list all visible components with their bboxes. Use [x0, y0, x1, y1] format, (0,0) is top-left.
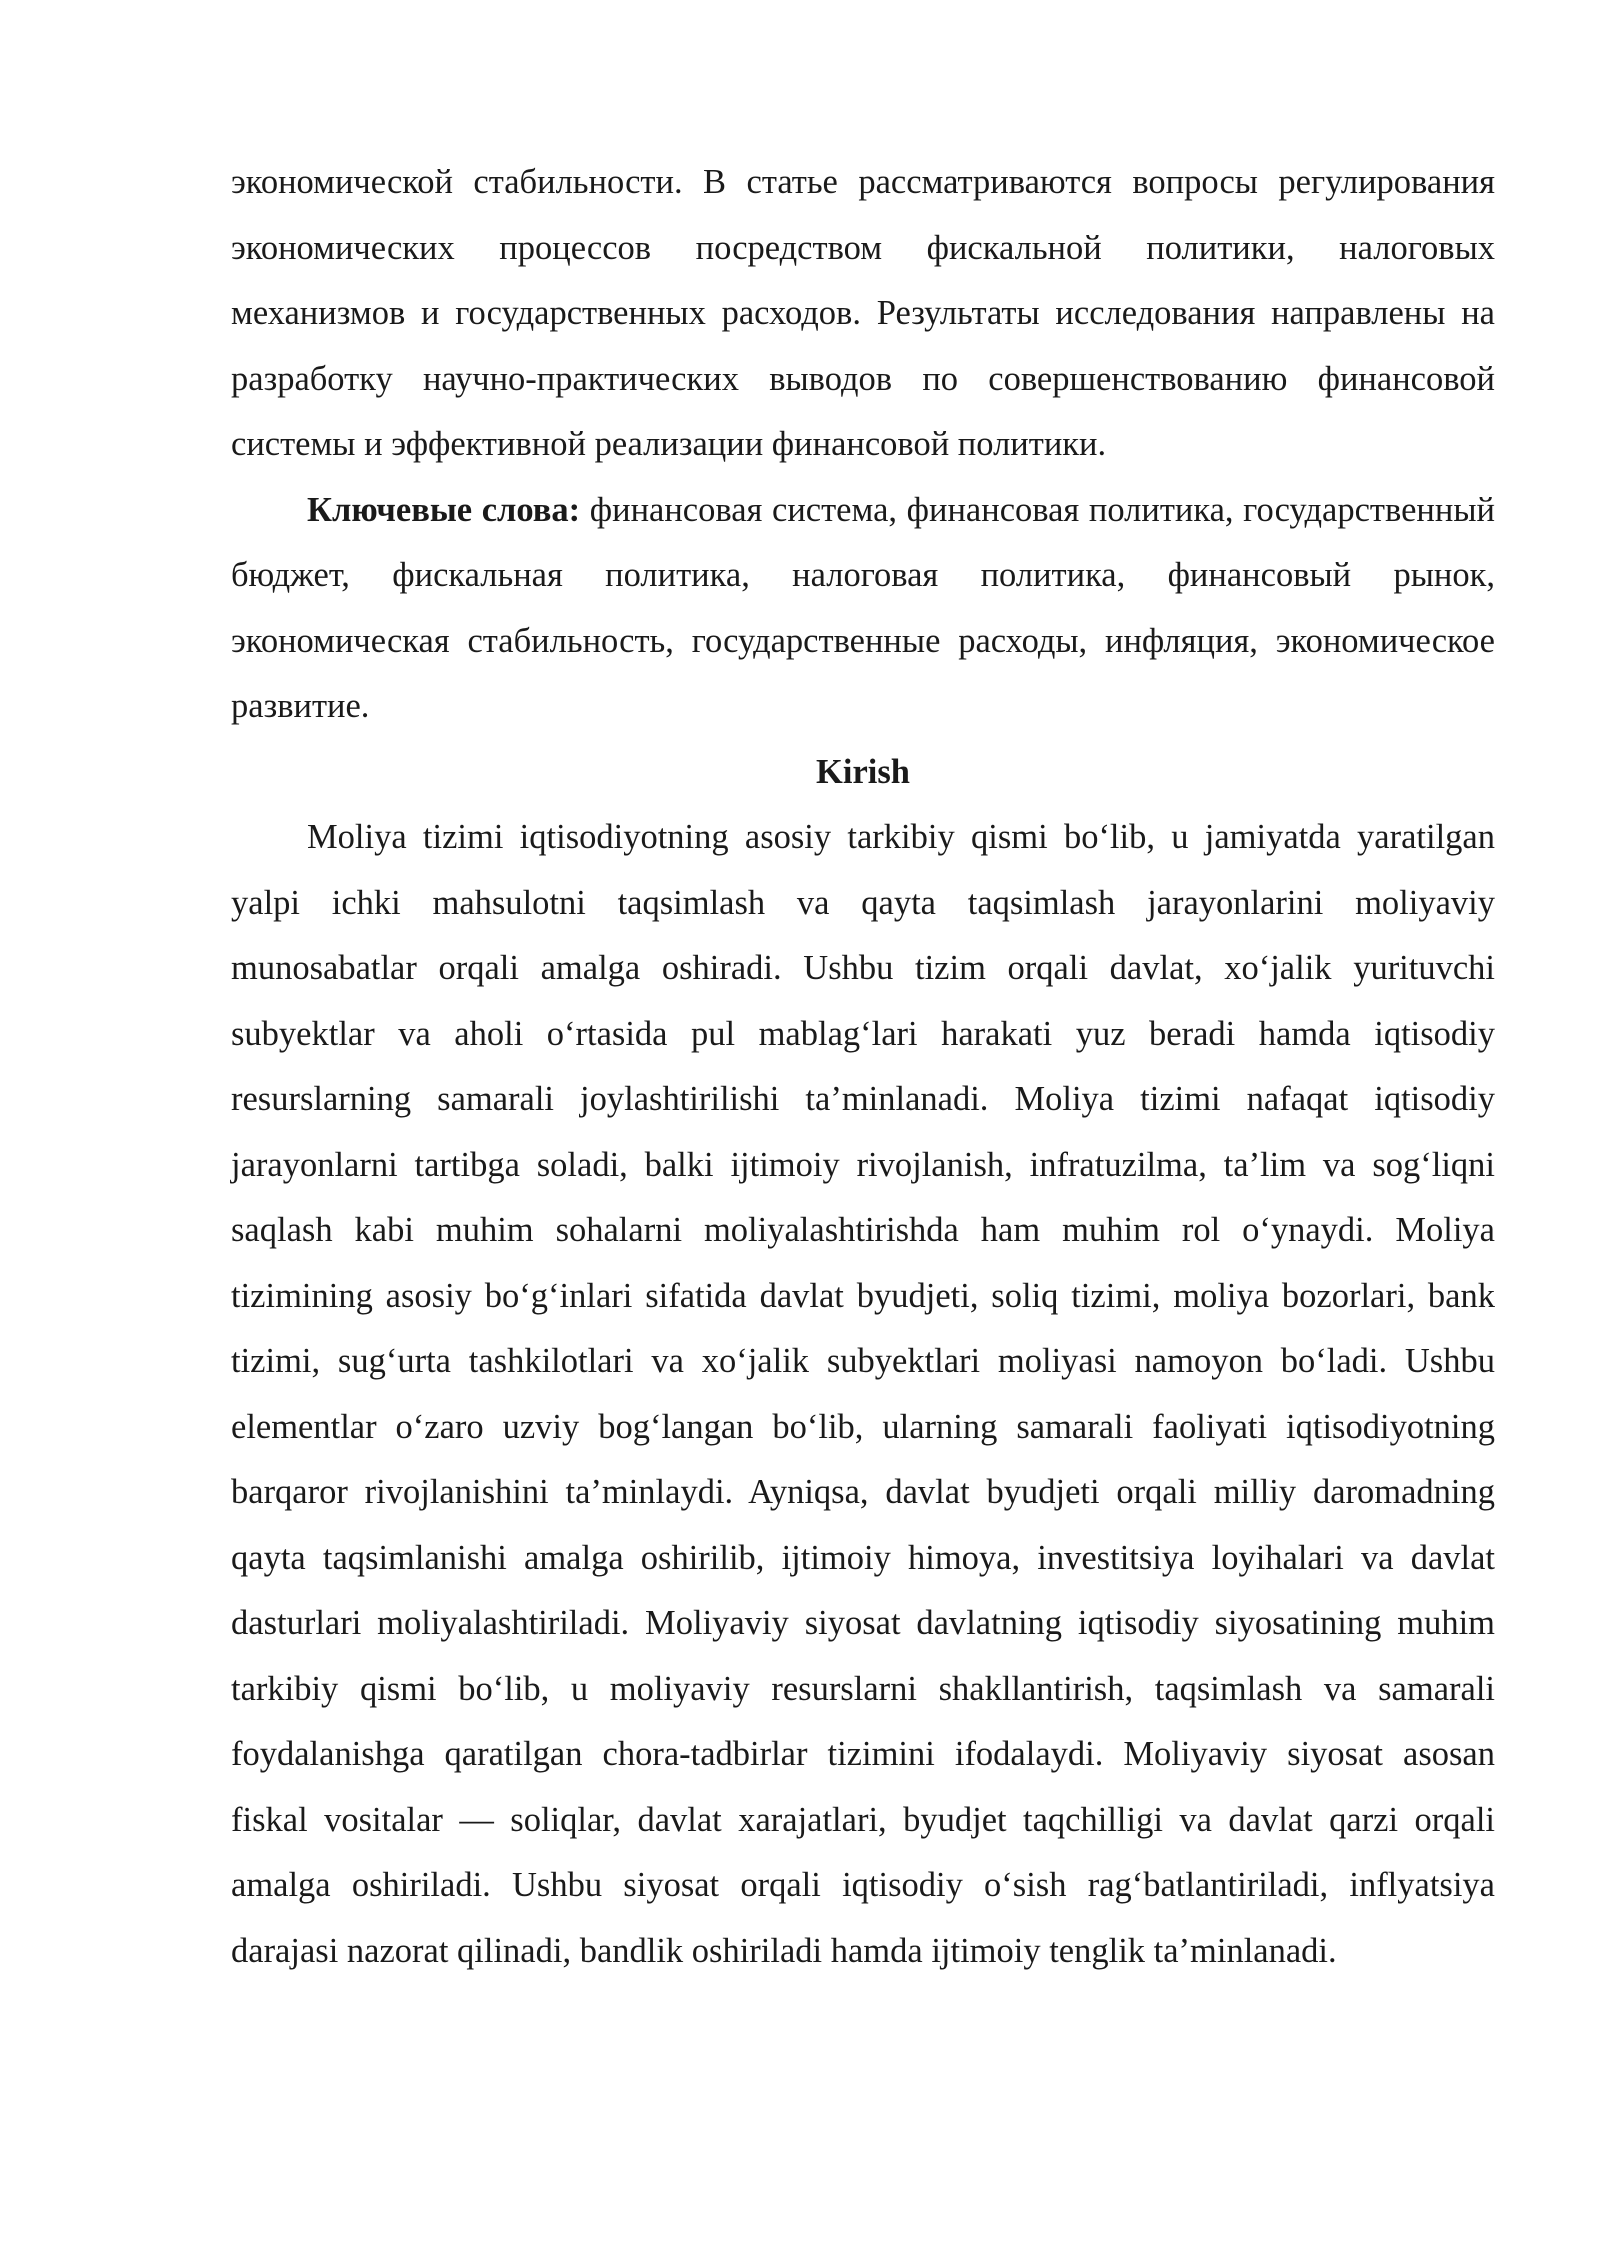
document-body — [231, 150, 1495, 1984]
keywords-label: Ключевые слова: — [307, 490, 581, 529]
keywords-text: финансовая система, финансовая политика, государственный бюджет, фискальная политика, налоговая политика, финансовый рынок, экономическая стабильность, государственные расходы, инфляция, экономическое развитие. — [231, 490, 1495, 725]
intro-paragraph: Moliya tizimi iqtisodiyotning asosiy tarkibiy qismi bo‘lib, u jamiyatda yaratilgan yalpi ichki mahsulotni taqsimlash va qayta taqsimlash jarayonlarini moliyaviy munosabatlar orqali amalga oshiradi. Ushbu tizim orqali davlat, xo‘jalik yurituvchi subyektlar va aholi o‘rtasida pul mablag‘lari harakati yuz beradi hamda iqtisodiy resurslarning samarali joylashtirilishi ta’minlanadi. Moliya tizimi nafaqat iqtisodiy jarayonlarni tartibga soladi, balki ijtimoiy rivojlanish, infratuzilma, ta’lim va sog‘liqni saqlash kabi muhim sohalarni moliyalashtirishda ham muhim rol o‘ynaydi. Moliya tizimining asosiy bo‘g‘inlari sifatida davlat byudjeti, soliq tizimi, moliya bozorlari, bank tizimi, sug‘urta tashkilotlari va xo‘jalik subyektlari moliyasi namoyon bo‘ladi. Ushbu elementlar o‘zaro uzviy bog‘langan bo‘lib, ularning samarali faoliyati iqtisodiyotning barqaror rivojlanishini ta’minlaydi. Ayniqsa, davlat byudjeti orqali milliy daromadning qayta taqsimlanishi amalga oshirilib, ijtimoiy himoya, investitsiya loyihalari va davlat dasturlari moliyalashtiriladi. Moliyaviy siyosat davlatning iqtisodiy siyosatining muhim tarkibiy qismi bo‘lib, u moliyaviy resurslarni shakllantirish, taqsimlash va samarali foydalanishga qaratilgan chora-tadbirlar tizimini ifodalaydi. Moliyaviy siyosat asosan fiskal vositalar — soliqlar, davlat xarajatlari, byudjet taqchilligi va davlat qarzi orqali amalga oshiriladi. Ushbu siyosat orqali iqtisodiy o‘sish rag‘batlantiriladi, inflyatsiya darajasi nazorat qilinadi, bandlik oshiriladi hamda ijtimoiy tenglik ta’minlanadi. — [231, 818, 1495, 1970]
section-heading: Kirish — [816, 752, 910, 791]
keywords-paragraph — [231, 478, 1495, 740]
abstract-paragraph: экономической стабильности. В статье рассматриваются вопросы регулирования экономических процессов посредством фискальной политики, налоговых механизмов и государственных расходов. Результаты исследования направлены на разработку научно-практических выводов по совершенствованию финансовой системы и эффективной реализации финансовой политики. — [231, 163, 1495, 463]
